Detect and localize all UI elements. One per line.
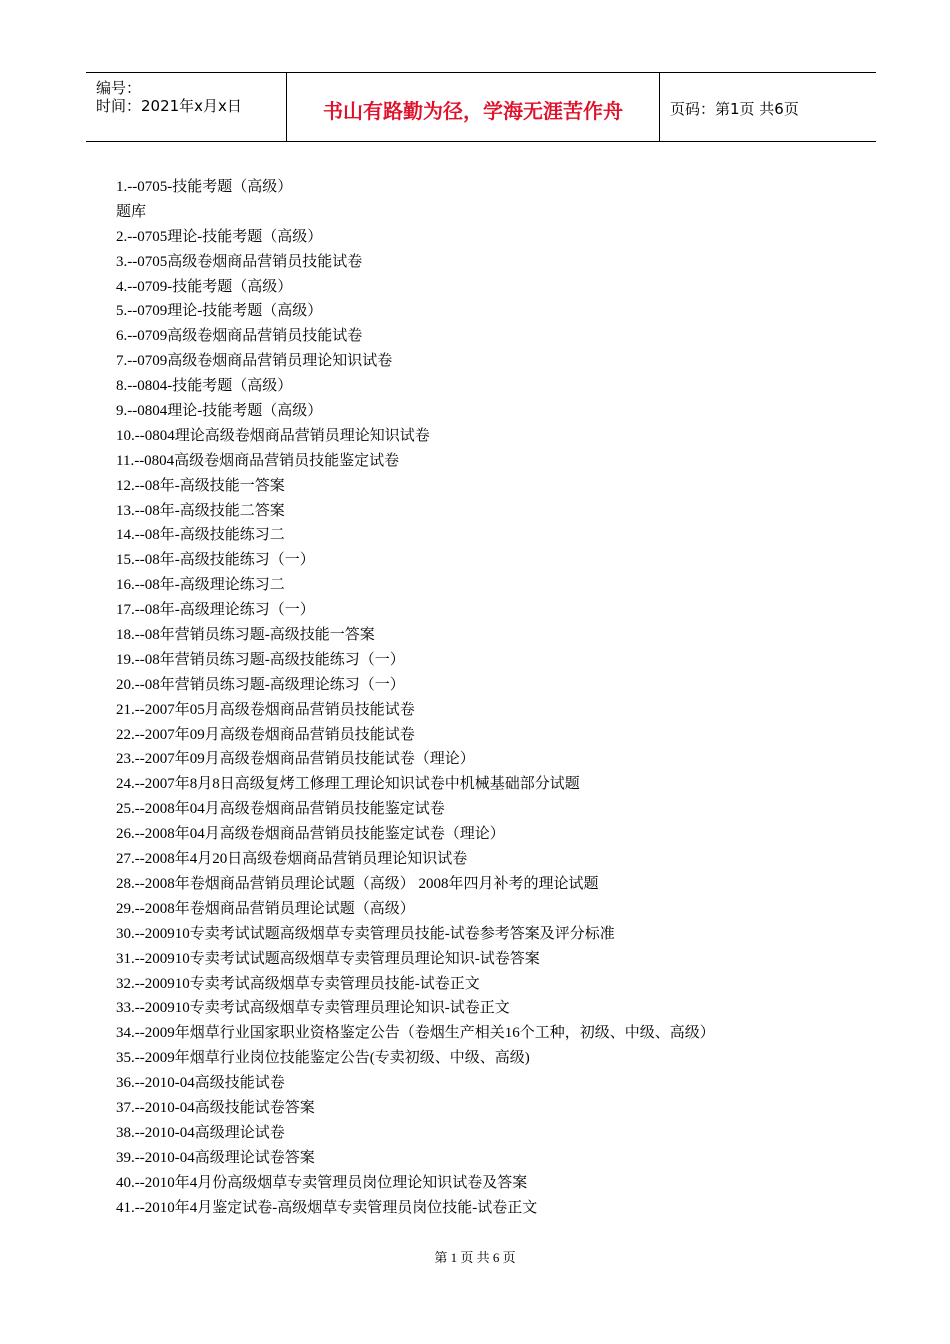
- list-item: 20.--08年营销员练习题-高级理论练习（一）: [116, 676, 405, 693]
- list-item: 40.--2010年4月份高级烟草专卖管理员岗位理论知识试卷及答案: [116, 1174, 528, 1191]
- list-item: 17.--08年-高级理论练习（一）: [116, 602, 315, 619]
- list-item: 29.--2008年卷烟商品营销员理论试题（高级）: [116, 900, 415, 917]
- list-item: 26.--2008年04月高级卷烟商品营销员技能鉴定试卷（理论）: [116, 826, 505, 843]
- list-item: 35.--2009年烟草行业岗位技能鉴定公告(专卖初级、中级、高级): [116, 1050, 530, 1067]
- list-item: 25.--2008年04月高级卷烟商品营销员技能鉴定试卷: [116, 801, 445, 818]
- list-item: 30.--200910专卖考试试题高级烟草专卖管理员技能-试卷参考答案及评分标准: [116, 925, 615, 942]
- list-item: 31.--200910专卖考试试题高级烟草专卖管理员理论知识-试卷答案: [116, 950, 540, 967]
- list-item: 1.--0705-技能考题（高级）: [116, 179, 293, 195]
- list-item: 题库: [116, 203, 147, 220]
- list-item: 15.--08年-高级技能练习（一）: [116, 552, 315, 569]
- header-page-cell: [660, 73, 876, 141]
- list-item: 41.--2010年4月鉴定试卷-高级烟草专卖管理员岗位技能-试卷正文: [116, 1199, 538, 1216]
- list-item: 7.--0709高级卷烟商品营销员理论知识试卷: [116, 353, 393, 370]
- list-item: 39.--2010-04高级理论试卷答案: [116, 1149, 315, 1166]
- header-meta-cell: [86, 73, 287, 141]
- list-item: 11.--0804高级卷烟商品营销员技能鉴定试卷: [116, 452, 400, 469]
- document-number-label: 编号：: [96, 79, 142, 97]
- list-item: 33.--200910专卖考试高级烟草专卖管理员理论知识-试卷正文: [116, 1000, 510, 1017]
- list-item: 8.--0804-技能考题（高级）: [116, 378, 293, 395]
- list-item: 2.--0705理论-技能考题（高级）: [116, 228, 323, 245]
- header-motto: 书山有路勤为径，学海无涯苦作舟: [323, 99, 623, 123]
- header-motto-cell: [287, 73, 660, 141]
- list-item: 21.--2007年05月高级卷烟商品营销员技能试卷: [116, 701, 415, 718]
- list-item: 32.--200910专卖考试高级烟草专卖管理员技能-试卷正文: [116, 975, 480, 992]
- list-item: 9.--0804理论-技能考题（高级）: [116, 403, 323, 420]
- list-item: 18.--08年营销员练习题-高级技能一答案: [116, 627, 375, 644]
- list-item: 4.--0709-技能考题（高级）: [116, 278, 293, 295]
- page-header: [86, 72, 876, 142]
- list-item: 12.--08年-高级技能一答案: [116, 477, 285, 494]
- list-item: 22.--2007年09月高级卷烟商品营销员技能试卷: [116, 726, 415, 743]
- list-item: 16.--08年-高级理论练习二: [116, 577, 285, 594]
- list-item: 6.--0709高级卷烟商品营销员技能试卷: [116, 328, 363, 345]
- list-item: 24.--2007年8月8日高级复烤工修理工理论知识试卷中机械基础部分试题: [116, 776, 580, 793]
- list-item: 5.--0709理论-技能考题（高级）: [116, 303, 323, 320]
- list-item: 27.--2008年4月20日高级卷烟商品营销员理论知识试卷: [116, 851, 468, 868]
- list-item: 38.--2010-04高级理论试卷: [116, 1124, 285, 1141]
- list-item: 37.--2010-04高级技能试卷答案: [116, 1099, 315, 1116]
- list-item: 36.--2010-04高级技能试卷: [116, 1075, 285, 1092]
- list-item: 10.--0804理论高级卷烟商品营销员理论知识试卷: [116, 427, 430, 444]
- list-item: 3.--0705高级卷烟商品营销员技能试卷: [116, 253, 363, 270]
- header-page-info: 页码：第1页 共6页: [670, 100, 799, 118]
- list-item: 19.--08年营销员练习题-高级技能练习（一）: [116, 651, 405, 668]
- list-item: 23.--2007年09月高级卷烟商品营销员技能试卷（理论）: [116, 751, 475, 768]
- list-item: 13.--08年-高级技能二答案: [116, 502, 285, 519]
- document-item-list: [116, 175, 715, 1220]
- list-item: 14.--08年-高级技能练习二: [116, 527, 285, 544]
- list-item: 34.--2009年烟草行业国家职业资格鉴定公告（卷烟生产相关16个工种，初级、中级、高级）: [116, 1025, 715, 1042]
- page-footer: 第 1 页 共 6 页: [434, 1250, 516, 1265]
- document-time-label: 时间：2021年x月x日: [96, 97, 242, 115]
- list-item: 28.--2008年卷烟商品营销员理论试题（高级） 2008年四月补考的理论试题: [116, 875, 599, 892]
